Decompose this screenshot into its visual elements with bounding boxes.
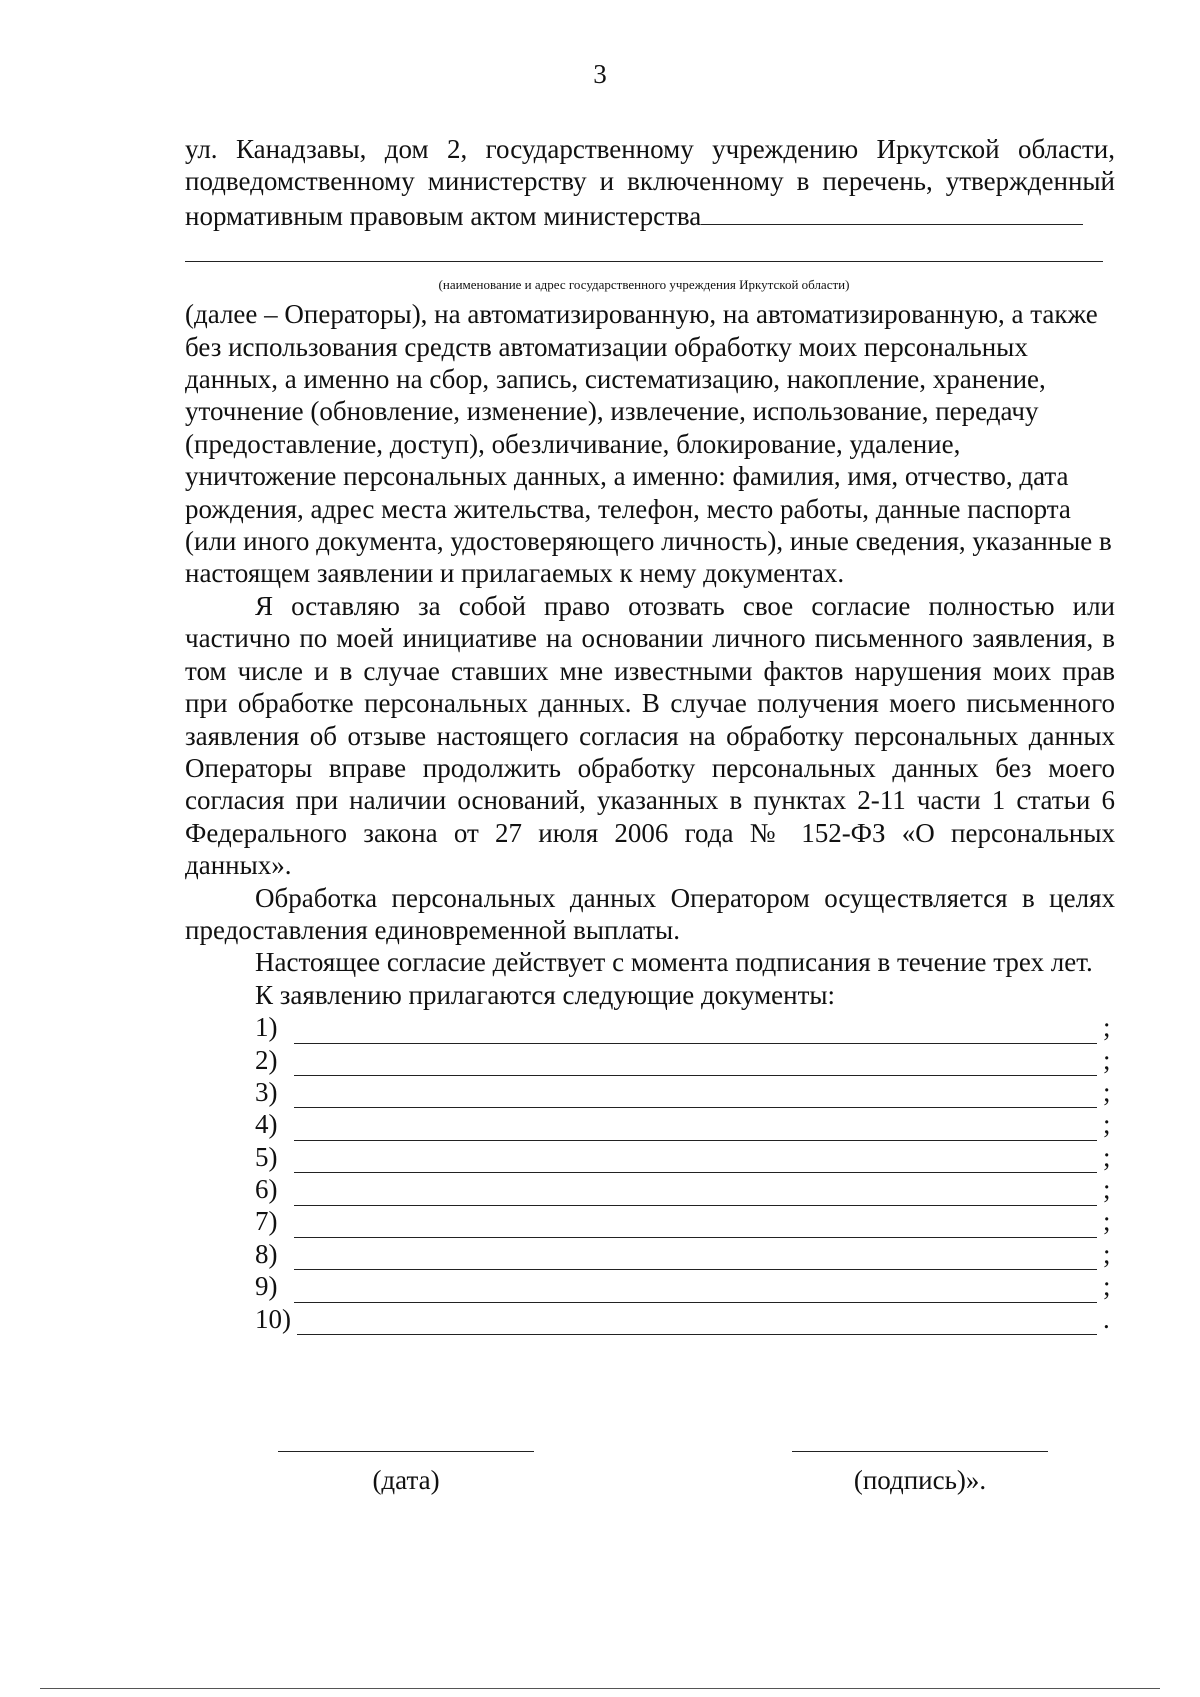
document-end: ; — [1103, 1238, 1111, 1269]
page-number: 3 — [593, 59, 607, 89]
document-end: ; — [1103, 1076, 1111, 1107]
signature-blank[interactable] — [792, 1451, 1048, 1452]
document-number: 1) — [255, 1012, 278, 1043]
institution-blank-line[interactable] — [185, 261, 1103, 262]
documents-intro: К заявлению прилагаются следующие документы: — [255, 979, 836, 1010]
document-number: 2) — [255, 1044, 278, 1075]
document-blank[interactable] — [294, 1213, 1097, 1238]
document-row — [255, 1141, 1115, 1173]
withdrawal-paragraph: Я оставляю за собой право отозвать свое согласие полностью или частично по моей инициативе на основании личного письменного заявления, в том числе и в случае ставших мне известными фактов нарушения моих прав при обработке персональных данных. В случае получения моего письменного заявления об отзыве настоящего согласия на обработку персональных данных Операторы вправе продолжить обработку персональных данных без моего согласия при наличии оснований, указанных в пунктах 2-11 части 1 статьи 6 Федерального закона от 27 июля 2006 года № 152-ФЗ «О персональных данных». — [185, 590, 1115, 881]
document-row — [255, 1076, 1115, 1108]
document-blank[interactable] — [294, 1181, 1097, 1206]
document-end: ; — [1103, 1012, 1111, 1043]
document-end: . — [1103, 1303, 1110, 1334]
institution-blank-inline[interactable] — [701, 198, 1083, 225]
document-end: ; — [1103, 1271, 1111, 1302]
signature-label: (подпись)». — [853, 1465, 987, 1495]
document-row — [255, 1044, 1115, 1076]
document-row — [255, 1206, 1115, 1238]
document-row — [255, 1011, 1115, 1043]
document-blank[interactable] — [294, 1245, 1097, 1270]
document-row — [255, 1238, 1115, 1270]
document-blank[interactable] — [294, 1051, 1097, 1076]
consent-paragraph: (далее – Операторы), на автоматизированную, на автоматизированную, а также без использования средств автоматизации обработку моих персональных данных, а именно на сбор, запись, систематизацию, накопление, хранение, уточнение (обновление, изменение), извлечение, использование, передачу (предоставление, доступ), обезличивание, блокирование, удаление, уничтожение персональных данных, а именно: фамилия, имя, отчество, дата рождения, адрес места жительства, телефон, место работы, данные паспорта (или иного документа, удостоверяющего личность), иные сведения, указанные в настоящем заявлении и прилагаемых к нему документах. — [185, 299, 1112, 589]
document-number: 9) — [255, 1271, 278, 1302]
document-number: 5) — [255, 1141, 278, 1172]
document-blank[interactable] — [294, 1148, 1097, 1173]
document-blank[interactable] — [294, 1116, 1097, 1141]
document-blank[interactable] — [294, 1019, 1097, 1044]
purpose-paragraph: Обработка персональных данных Оператором осуществляется в целях предоставления единовременной выплаты. — [185, 882, 1115, 945]
document-blank[interactable] — [297, 1310, 1097, 1335]
document-end: ; — [1103, 1174, 1111, 1205]
document-end: ; — [1103, 1141, 1111, 1172]
address-paragraph — [185, 133, 1115, 232]
signature-block — [792, 1451, 1048, 1496]
document-row — [255, 1108, 1115, 1140]
document-body — [185, 133, 1115, 1335]
document-blank[interactable] — [294, 1083, 1097, 1108]
document-number: 6) — [255, 1174, 278, 1205]
document-end: ; — [1103, 1044, 1111, 1075]
document-number: 3) — [255, 1076, 278, 1107]
documents-list — [185, 1011, 1115, 1335]
institution-blank-caption: (наименование и адрес государственного учреждения Иркутской области) — [438, 277, 850, 293]
date-label: (дата) — [372, 1465, 440, 1495]
address-text: ул. Канадзавы, дом 2, государственному учреждению Иркутской области, подведомственному министерству и включенному в перечень, утвержденный нормативным правовым актом министерства — [185, 134, 1115, 231]
date-block — [278, 1451, 534, 1496]
page-bottom-edge — [40, 1688, 1160, 1689]
document-row — [255, 1303, 1115, 1335]
document-number: 4) — [255, 1109, 278, 1140]
document-number: 7) — [255, 1206, 278, 1237]
validity-paragraph: Настоящее согласие действует с момента подписания в течение трех лет. — [255, 947, 1093, 978]
document-end: ; — [1103, 1109, 1111, 1140]
document-blank[interactable] — [294, 1278, 1097, 1303]
document-row — [255, 1270, 1115, 1302]
document-number: 8) — [255, 1238, 278, 1269]
document-number: 10) — [255, 1303, 291, 1334]
document-row — [255, 1173, 1115, 1205]
date-blank[interactable] — [278, 1451, 534, 1452]
document-end: ; — [1103, 1206, 1111, 1237]
